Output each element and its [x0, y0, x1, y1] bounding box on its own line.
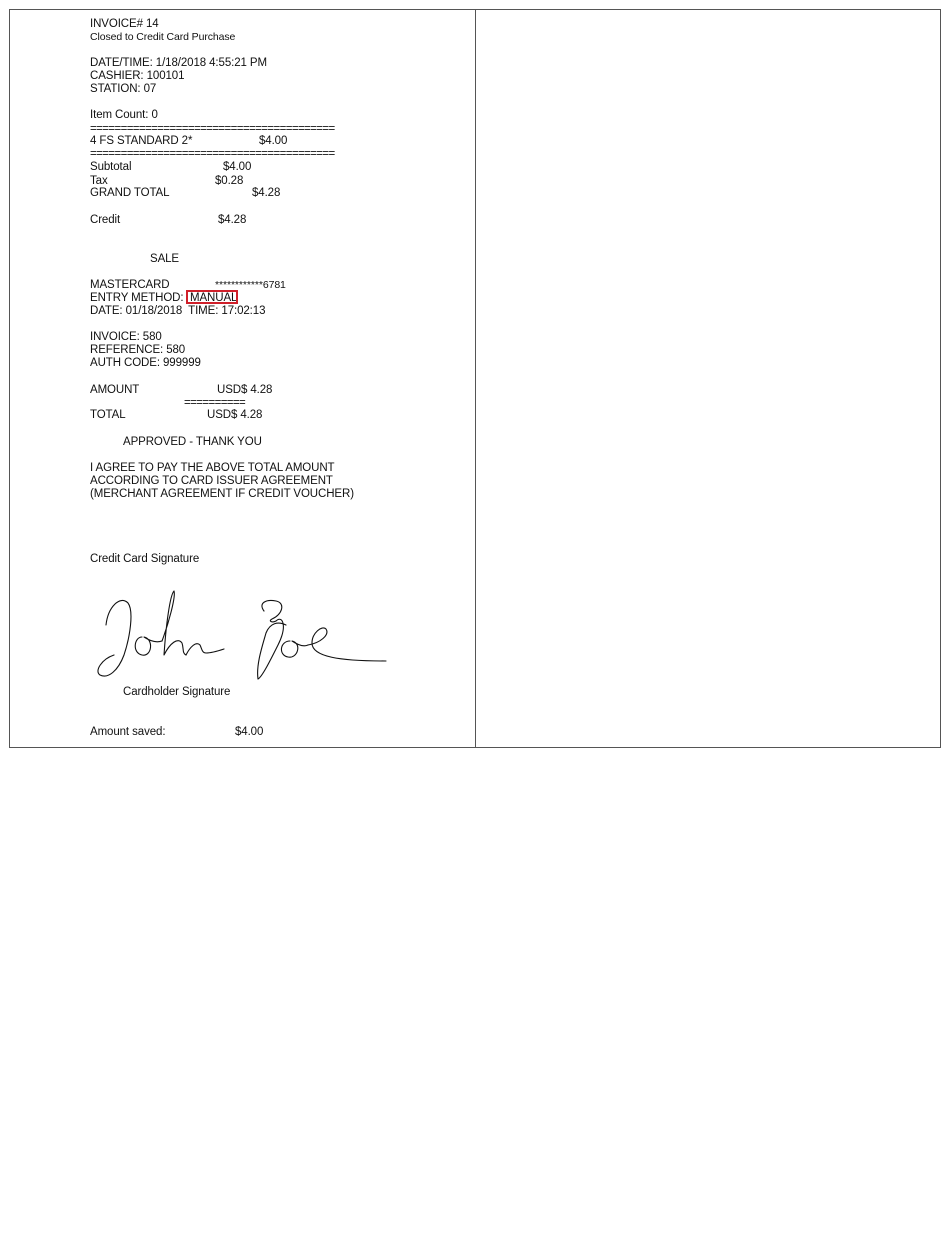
handwritten-signature: [90, 585, 395, 685]
total-value: USD$ 4.28: [207, 409, 263, 421]
datetime: DATE/TIME: 1/18/2018 4:55:21 PM: [90, 57, 267, 69]
total-label: TOTAL: [90, 409, 126, 421]
tax-value: $0.28: [215, 175, 244, 187]
amount-value: USD$ 4.28: [217, 384, 273, 396]
subtotal-value: $4.00: [223, 161, 252, 173]
credit-value: $4.28: [218, 214, 247, 226]
total-separator: ==========: [184, 399, 246, 407]
separator-bottom: ========================================: [90, 150, 335, 158]
tax-label: Tax: [90, 175, 108, 187]
approved-message: APPROVED - THANK YOU: [123, 436, 262, 448]
item-description: 4 FS STANDARD 2*: [90, 135, 193, 147]
station: STATION: 07: [90, 83, 157, 95]
reference-number: REFERENCE: 580: [90, 344, 186, 356]
amount-label: AMOUNT: [90, 384, 140, 396]
card-number: ************6781: [215, 279, 286, 291]
item-price: $4.00: [259, 135, 288, 147]
cashier: CASHIER: 100101: [90, 70, 185, 82]
separator-top: ========================================: [90, 125, 335, 133]
amount-saved-value: $4.00: [235, 726, 264, 738]
transaction-date-time: DATE: 01/18/2018 TIME: 17:02:13: [90, 305, 266, 317]
highlight-box: [186, 290, 238, 304]
grand-total-value: $4.28: [252, 187, 281, 199]
column-divider: [475, 9, 476, 748]
card-type: MASTERCARD: [90, 279, 170, 291]
signature-title: Credit Card Signature: [90, 553, 200, 565]
agreement-line-3: (MERCHANT AGREEMENT IF CREDIT VOUCHER): [90, 488, 354, 500]
sale-label: SALE: [150, 253, 180, 265]
grand-total-label: GRAND TOTAL: [90, 187, 170, 199]
invoice-header: INVOICE# 14: [90, 18, 159, 30]
amount-saved-label: Amount saved:: [90, 726, 166, 738]
entry-method-value: MANUAL: [190, 292, 238, 304]
credit-label: Credit: [90, 214, 121, 226]
item-count: Item Count: 0: [90, 109, 158, 121]
status-line: Closed to Credit Card Purchase: [90, 31, 236, 43]
agreement-line-1: I AGREE TO PAY THE ABOVE TOTAL AMOUNT: [90, 462, 335, 474]
signature-caption: Cardholder Signature: [123, 686, 231, 698]
auth-code: AUTH CODE: 999999: [90, 357, 201, 369]
invoice-number: INVOICE: 580: [90, 331, 162, 343]
entry-method-label: ENTRY METHOD:: [90, 292, 184, 304]
subtotal-label: Subtotal: [90, 161, 132, 173]
agreement-line-2: ACCORDING TO CARD ISSUER AGREEMENT: [90, 475, 333, 487]
